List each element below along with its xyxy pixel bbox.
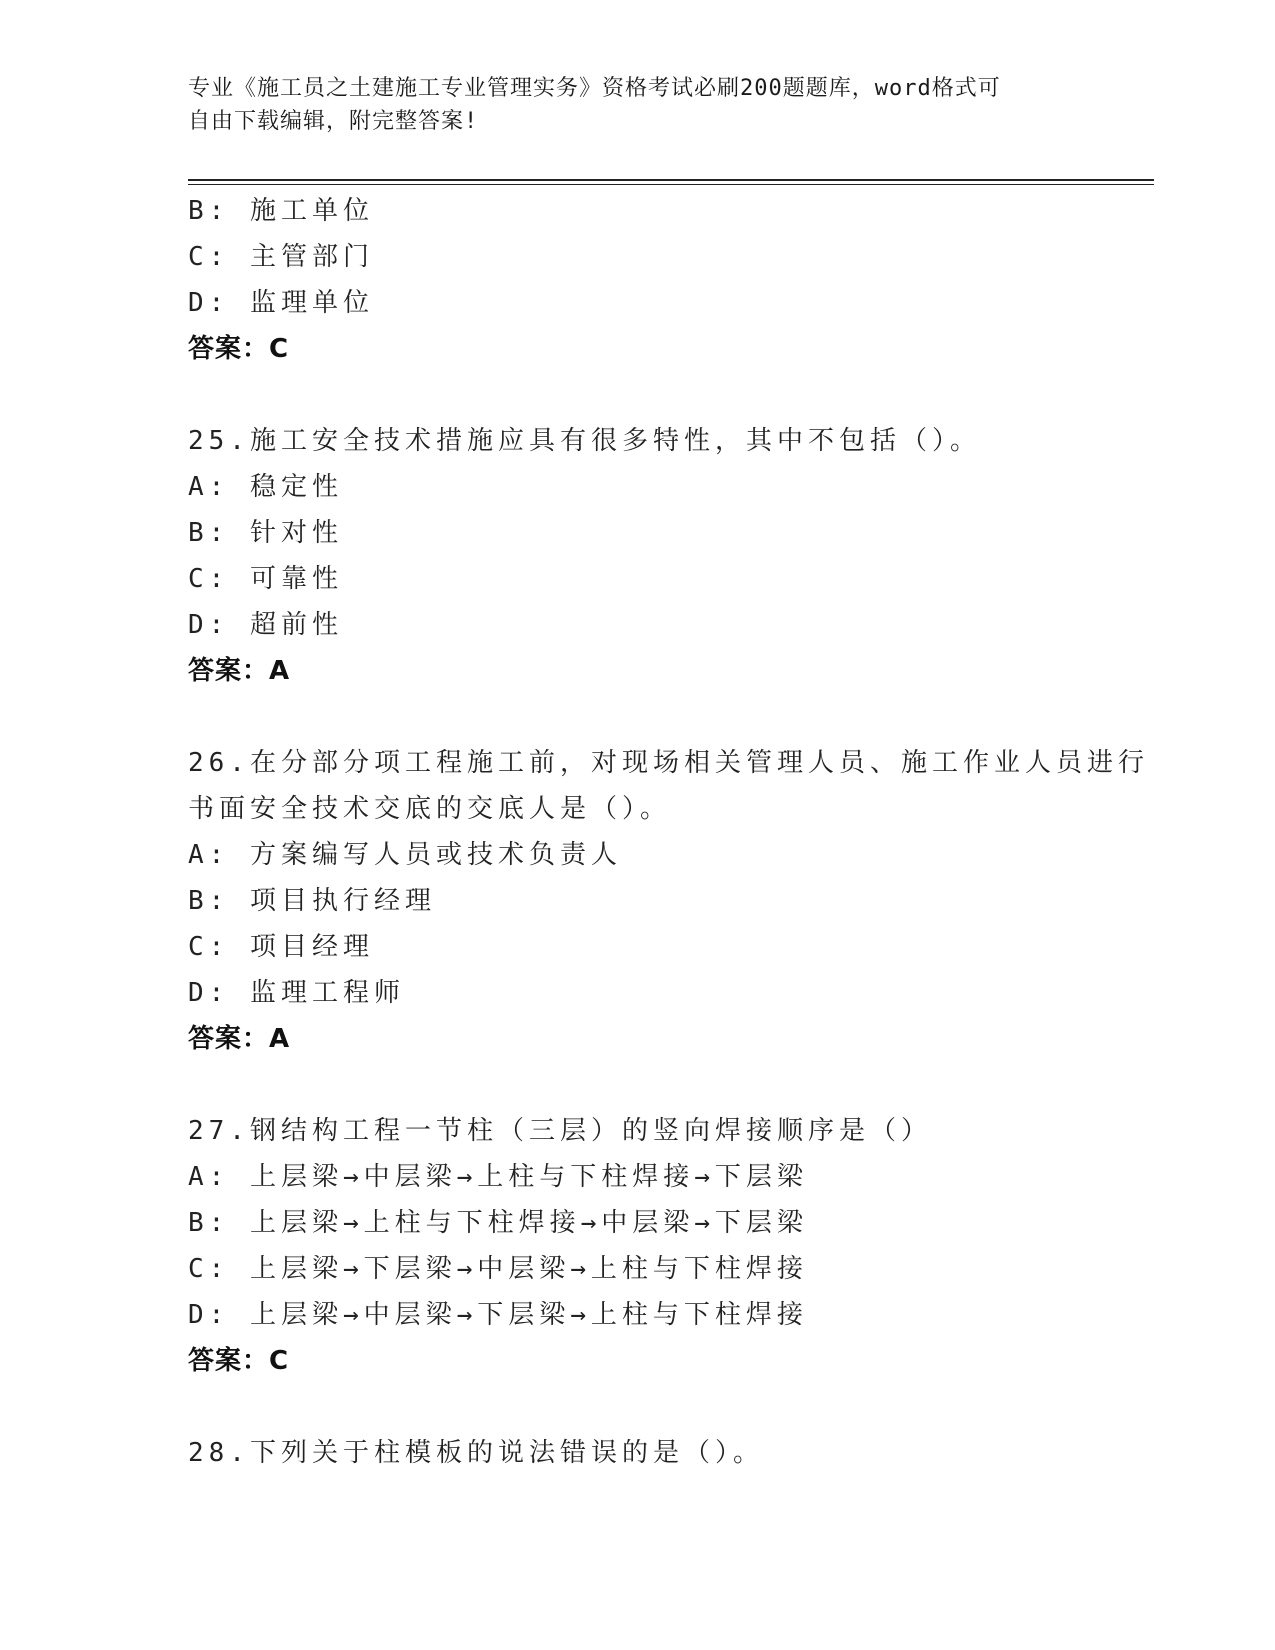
answer-line: 答案：A bbox=[188, 656, 291, 686]
option-d: D: 监理单位 bbox=[188, 288, 374, 318]
question-stem: 25.施工安全技术措施应具有很多特性，其中不包括（）。 bbox=[188, 426, 981, 456]
option-a: A: 上层梁→中层梁→上柱与下柱焊接→下层梁 bbox=[188, 1162, 808, 1192]
header-line-1: 专业《施工员之土建施工专业管理实务》资格考试必刷200题题库，word格式可 bbox=[188, 76, 1001, 101]
question-content bbox=[188, 188, 1154, 1476]
question-25 bbox=[188, 418, 1154, 694]
question-27 bbox=[188, 1108, 1154, 1384]
answer-line: 答案：C bbox=[188, 1346, 290, 1376]
option-c: C: 可靠性 bbox=[188, 564, 343, 594]
header-divider-thick bbox=[188, 179, 1154, 181]
question-stem: 27.钢结构工程一节柱（三层）的竖向焊接顺序是（） bbox=[188, 1116, 932, 1146]
option-d: D: 监理工程师 bbox=[188, 978, 405, 1008]
option-b: B: 施工单位 bbox=[188, 196, 374, 226]
option-d: D: 超前性 bbox=[188, 610, 343, 640]
header-line-2: 自由下载编辑，附完整答案! bbox=[188, 109, 479, 134]
option-c: C: 上层梁→下层梁→中层梁→上柱与下柱焊接 bbox=[188, 1254, 808, 1284]
option-a: A: 稳定性 bbox=[188, 472, 343, 502]
header-divider-thin bbox=[188, 184, 1154, 185]
answer-line: 答案：C bbox=[188, 334, 290, 364]
option-b: B: 上层梁→上柱与下柱焊接→中层梁→下层梁 bbox=[188, 1208, 808, 1238]
question-26 bbox=[188, 740, 1154, 1062]
answer-line: 答案：A bbox=[188, 1024, 291, 1054]
option-a: A: 方案编写人员或技术负责人 bbox=[188, 840, 622, 870]
option-c: C: 主管部门 bbox=[188, 242, 374, 272]
question-stem: 28.下列关于柱模板的说法错误的是（）。 bbox=[188, 1438, 764, 1468]
question-stem-continued: 书面安全技术交底的交底人是（）。 bbox=[188, 794, 672, 824]
document-header bbox=[188, 72, 1088, 138]
carryover-block bbox=[188, 188, 1154, 372]
option-b: B: 针对性 bbox=[188, 518, 343, 548]
question-stem: 26.在分部分项工程施工前，对现场相关管理人员、施工作业人员进行 bbox=[188, 748, 1149, 778]
option-b: B: 项目执行经理 bbox=[188, 886, 436, 916]
question-28 bbox=[188, 1430, 1154, 1476]
option-d: D: 上层梁→中层梁→下层梁→上柱与下柱焊接 bbox=[188, 1300, 808, 1330]
option-c: C: 项目经理 bbox=[188, 932, 374, 962]
